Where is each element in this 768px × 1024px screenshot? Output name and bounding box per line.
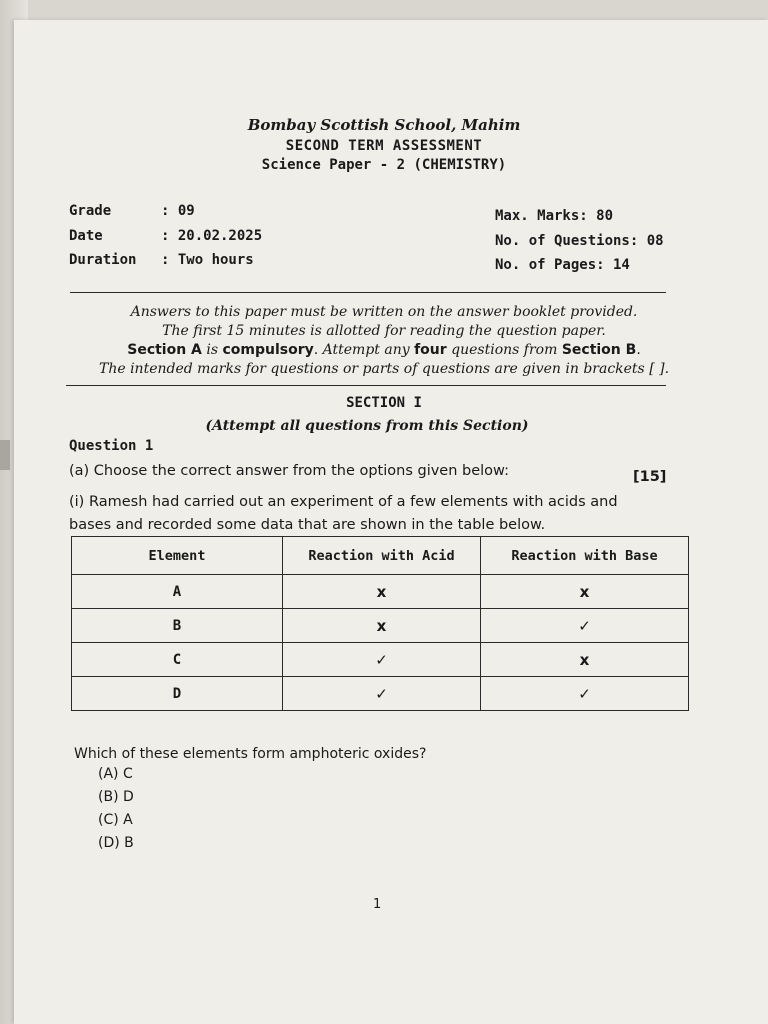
grade-label: Grade <box>69 203 112 219</box>
instr-text: . Attempt any <box>313 342 415 358</box>
element-cell: A <box>72 575 283 609</box>
col-header-base: Reaction with Base <box>481 537 689 575</box>
date-label: Date <box>69 228 103 244</box>
binder-clip <box>0 440 10 470</box>
question-prompt: Which of these elements form amphoteric oxides? <box>74 746 427 762</box>
page-number: 1 <box>373 897 382 912</box>
compulsory-word: compulsory <box>222 342 314 358</box>
acid-cell: x <box>283 575 481 609</box>
instruction-line-1: Answers to this paper must be written on the answer booklet provided. <box>130 304 638 320</box>
instruction-line-3 <box>0 342 768 358</box>
duration-label: Duration <box>69 252 137 268</box>
acid-cell: ✓ <box>283 677 481 711</box>
table-row <box>72 677 689 711</box>
table-row <box>72 643 689 677</box>
element-cell: C <box>72 643 283 677</box>
four-word: four <box>414 342 447 358</box>
option-a: (A) C <box>98 766 133 782</box>
section-subtitle: (Attempt all questions from this Section) <box>205 418 529 434</box>
base-cell: ✓ <box>481 677 689 711</box>
element-cell: B <box>72 609 283 643</box>
option-b: (B) D <box>98 789 134 805</box>
question-count: No. of Questions: 08 <box>495 233 664 249</box>
paper-title: Science Paper - 2 (CHEMISTRY) <box>261 157 507 173</box>
subquestion-line-2: bases and recorded some data that are shown in the table below. <box>69 517 546 533</box>
table-row <box>72 609 689 643</box>
page-count: No. of Pages: 14 <box>495 257 630 273</box>
base-cell: x <box>481 575 689 609</box>
acid-cell: x <box>283 609 481 643</box>
option-d: (D) B <box>98 835 134 851</box>
element-reaction-table <box>71 536 689 711</box>
col-header-element: Element <box>72 537 283 575</box>
marks-badge: [15] <box>633 469 667 485</box>
col-header-acid: Reaction with Acid <box>283 537 481 575</box>
instr-text: is <box>201 342 223 358</box>
table-row <box>72 575 689 609</box>
base-cell: x <box>481 643 689 677</box>
divider-top <box>70 292 666 293</box>
instr-text: questions from <box>446 342 562 358</box>
duration-value: : Two hours <box>161 252 254 268</box>
element-cell: D <box>72 677 283 711</box>
grade-value: : 09 <box>161 203 195 219</box>
instruction-line-2: The first 15 minutes is allotted for reading the question paper. <box>162 323 606 339</box>
date-value: : 20.02.2025 <box>161 228 263 244</box>
table-header-row <box>72 537 689 575</box>
subquestion-line-1: (i) Ramesh had carried out an experiment of a few elements with acids and <box>69 494 618 510</box>
divider-bottom <box>66 385 666 386</box>
school-name: Bombay Scottish School, Mahim <box>247 116 521 134</box>
instruction-line-4: The intended marks for questions or parts of questions are given in brackets [ ]. <box>98 361 670 377</box>
instr-text: . <box>636 342 641 358</box>
question-part-a: (a) Choose the correct answer from the options given below: <box>69 463 509 479</box>
question-heading: Question 1 <box>69 438 154 454</box>
section-title: SECTION I <box>346 395 422 411</box>
assessment-title: SECOND TERM ASSESSMENT <box>285 138 483 154</box>
base-cell: ✓ <box>481 609 689 643</box>
acid-cell: ✓ <box>283 643 481 677</box>
max-marks: Max. Marks: 80 <box>495 208 614 224</box>
option-c: (C) A <box>98 812 133 828</box>
section-a-ref: Section A <box>127 342 202 358</box>
section-b-ref: Section B <box>561 342 637 358</box>
